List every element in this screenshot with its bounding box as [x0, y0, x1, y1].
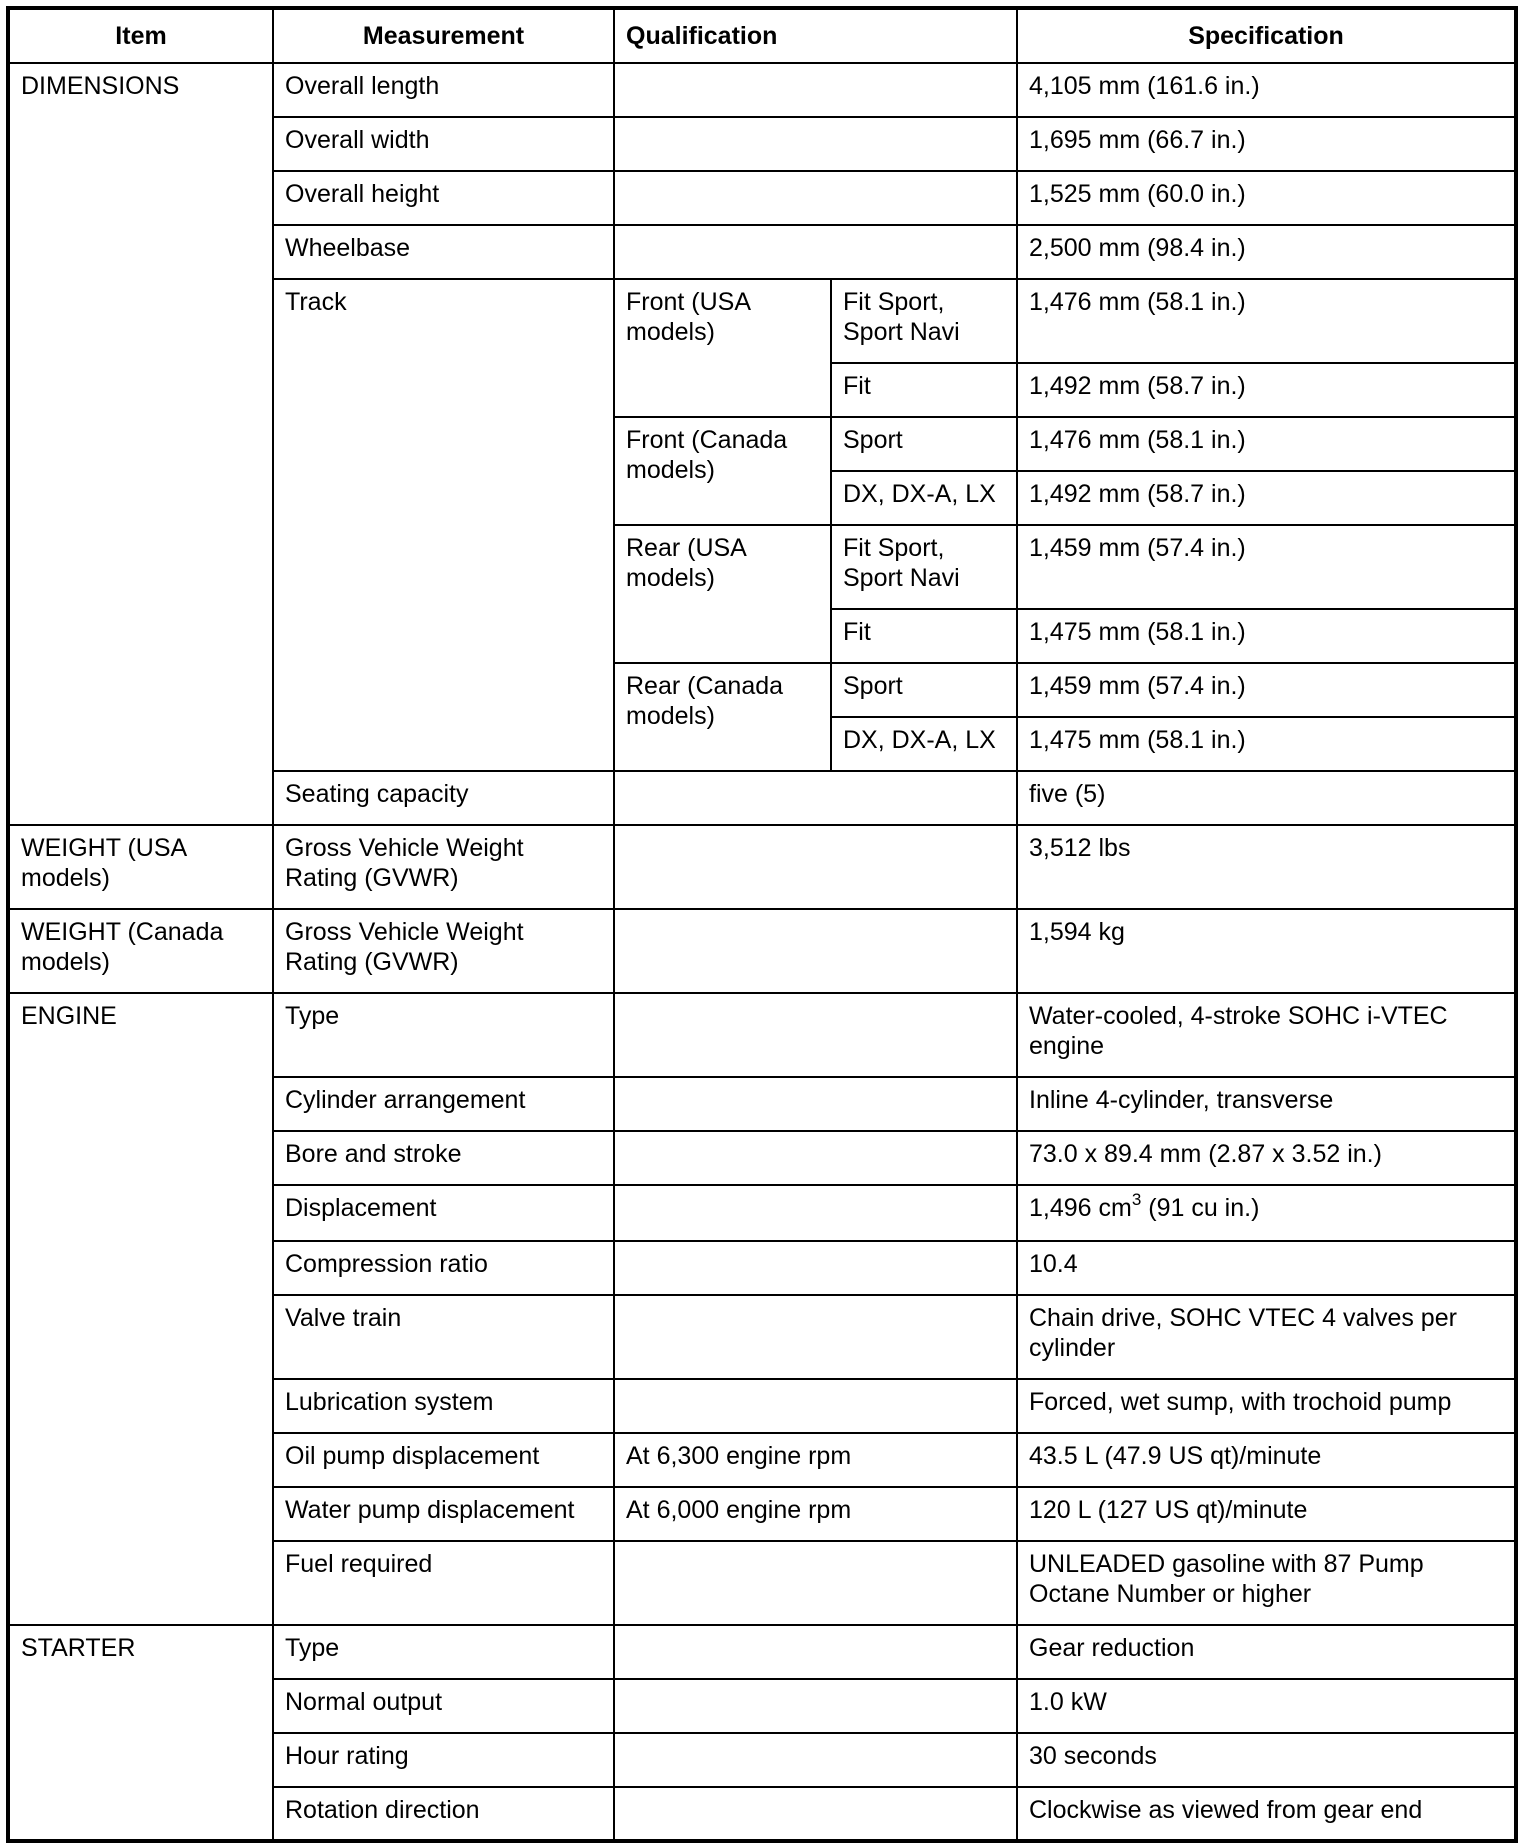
specification-cell: 1,492 mm (58.7 in.)	[1017, 363, 1516, 417]
qualification-cell	[614, 1131, 1017, 1185]
measurement-cell: Wheelbase	[273, 225, 614, 279]
measurement-cell: Valve train	[273, 1295, 614, 1379]
specification-cell: 1.0 kW	[1017, 1679, 1516, 1733]
specification-cell: 2,500 mm (98.4 in.)	[1017, 225, 1516, 279]
measurement-cell: Seating capacity	[273, 771, 614, 825]
trim-cell: Fit	[831, 363, 1017, 417]
qualification-cell	[614, 171, 1017, 225]
specification-cell: Water-cooled, 4-stroke SOHC i-VTEC engine	[1017, 993, 1516, 1077]
measurement-cell: Track	[273, 279, 614, 771]
specification-cell: 73.0 x 89.4 mm (2.87 x 3.52 in.)	[1017, 1131, 1516, 1185]
qualification-cell	[614, 1541, 1017, 1625]
measurement-cell: Oil pump displacement	[273, 1433, 614, 1487]
measurement-cell: Type	[273, 1625, 614, 1679]
qualification-cell: At 6,300 engine rpm	[614, 1433, 1017, 1487]
qualification-cell	[614, 1787, 1017, 1841]
specification-cell: 1,475 mm (58.1 in.)	[1017, 609, 1516, 663]
table-row	[8, 825, 1516, 909]
qualification-cell: At 6,000 engine rpm	[614, 1487, 1017, 1541]
qualification-cell	[614, 1295, 1017, 1379]
specification-cell: Gear reduction	[1017, 1625, 1516, 1679]
header-item: Item	[8, 8, 273, 63]
table-row	[8, 63, 1516, 117]
specification-cell: Forced, wet sump, with trochoid pump	[1017, 1379, 1516, 1433]
qualification-cell	[614, 1241, 1017, 1295]
table-row	[8, 909, 1516, 993]
trim-cell: DX, DX-A, LX	[831, 471, 1017, 525]
specification-cell: 3,512 lbs	[1017, 825, 1516, 909]
specification-cell: 1,492 mm (58.7 in.)	[1017, 471, 1516, 525]
header-measurement: Measurement	[273, 8, 614, 63]
measurement-cell: Rotation direction	[273, 1787, 614, 1841]
measurement-cell: Bore and stroke	[273, 1131, 614, 1185]
qualification-cell	[614, 1625, 1017, 1679]
specification-cell	[1017, 1185, 1516, 1241]
qualification-cell: Front (Canada models)	[614, 417, 831, 525]
measurement-cell: Cylinder arrangement	[273, 1077, 614, 1131]
header-qualification: Qualification	[614, 8, 1017, 63]
qualification-cell	[614, 1379, 1017, 1433]
specification-cell: Inline 4-cylinder, transverse	[1017, 1077, 1516, 1131]
specification-cell: UNLEADED gasoline with 87 Pump Octane Number or higher	[1017, 1541, 1516, 1625]
qualification-cell	[614, 1733, 1017, 1787]
group-engine: ENGINE	[8, 993, 273, 1625]
trim-cell: Fit Sport, Sport Navi	[831, 525, 1017, 609]
displacement-imperial: (91 cu in.)	[1141, 1194, 1260, 1222]
trim-cell: Fit	[831, 609, 1017, 663]
trim-cell: Fit Sport, Sport Navi	[831, 279, 1017, 363]
qualification-cell	[614, 771, 1017, 825]
specifications-table	[6, 6, 1518, 1843]
specification-cell: 1,475 mm (58.1 in.)	[1017, 717, 1516, 771]
measurement-cell: Type	[273, 993, 614, 1077]
specification-cell: 1,459 mm (57.4 in.)	[1017, 525, 1516, 609]
specification-cell: 1,525 mm (60.0 in.)	[1017, 171, 1516, 225]
specification-cell: 1,594 kg	[1017, 909, 1516, 993]
qualification-cell	[614, 993, 1017, 1077]
qualification-cell	[614, 1185, 1017, 1241]
measurement-cell: Overall width	[273, 117, 614, 171]
header-specification: Specification	[1017, 8, 1516, 63]
qualification-cell	[614, 909, 1017, 993]
specification-cell: 1,476 mm (58.1 in.)	[1017, 417, 1516, 471]
displacement-value: 1,496 cm	[1029, 1194, 1132, 1222]
qualification-cell	[614, 1679, 1017, 1733]
measurement-cell: Water pump displacement	[273, 1487, 614, 1541]
specification-cell: 30 seconds	[1017, 1733, 1516, 1787]
group-weight-canada: WEIGHT (Canada models)	[8, 909, 273, 993]
superscript-three: 3	[1131, 1189, 1142, 1209]
measurement-cell: Overall height	[273, 171, 614, 225]
specification-cell: 43.5 L (47.9 US qt)/minute	[1017, 1433, 1516, 1487]
trim-cell: Sport	[831, 417, 1017, 471]
specification-cell: Clockwise as viewed from gear end	[1017, 1787, 1516, 1841]
qualification-cell	[614, 1077, 1017, 1131]
measurement-cell: Fuel required	[273, 1541, 614, 1625]
measurement-cell: Displacement	[273, 1185, 614, 1241]
qualification-cell	[614, 825, 1017, 909]
qualification-cell: Front (USA models)	[614, 279, 831, 417]
specification-cell: 1,476 mm (58.1 in.)	[1017, 279, 1516, 363]
qualification-cell	[614, 225, 1017, 279]
specification-cell: 1,695 mm (66.7 in.)	[1017, 117, 1516, 171]
trim-cell: Sport	[831, 663, 1017, 717]
specification-cell: Chain drive, SOHC VTEC 4 valves per cylinder	[1017, 1295, 1516, 1379]
measurement-cell: Compression ratio	[273, 1241, 614, 1295]
measurement-cell: Hour rating	[273, 1733, 614, 1787]
measurement-cell: Gross Vehicle Weight Rating (GVWR)	[273, 825, 614, 909]
specification-cell: 4,105 mm (161.6 in.)	[1017, 63, 1516, 117]
measurement-cell: Lubrication system	[273, 1379, 614, 1433]
specification-cell: five (5)	[1017, 771, 1516, 825]
measurement-cell: Overall length	[273, 63, 614, 117]
specification-cell: 10.4	[1017, 1241, 1516, 1295]
table-row	[8, 993, 1516, 1077]
qualification-cell: Rear (USA models)	[614, 525, 831, 663]
qualification-cell	[614, 117, 1017, 171]
measurement-cell: Gross Vehicle Weight Rating (GVWR)	[273, 909, 614, 993]
qualification-cell	[614, 63, 1017, 117]
specification-cell: 120 L (127 US qt)/minute	[1017, 1487, 1516, 1541]
header-row	[8, 8, 1516, 63]
group-weight-usa: WEIGHT (USA models)	[8, 825, 273, 909]
table-row	[8, 1625, 1516, 1679]
group-dimensions: DIMENSIONS	[8, 63, 273, 825]
measurement-cell: Normal output	[273, 1679, 614, 1733]
specification-cell: 1,459 mm (57.4 in.)	[1017, 663, 1516, 717]
qualification-cell: Rear (Canada models)	[614, 663, 831, 771]
group-starter: STARTER	[8, 1625, 273, 1841]
trim-cell: DX, DX-A, LX	[831, 717, 1017, 771]
